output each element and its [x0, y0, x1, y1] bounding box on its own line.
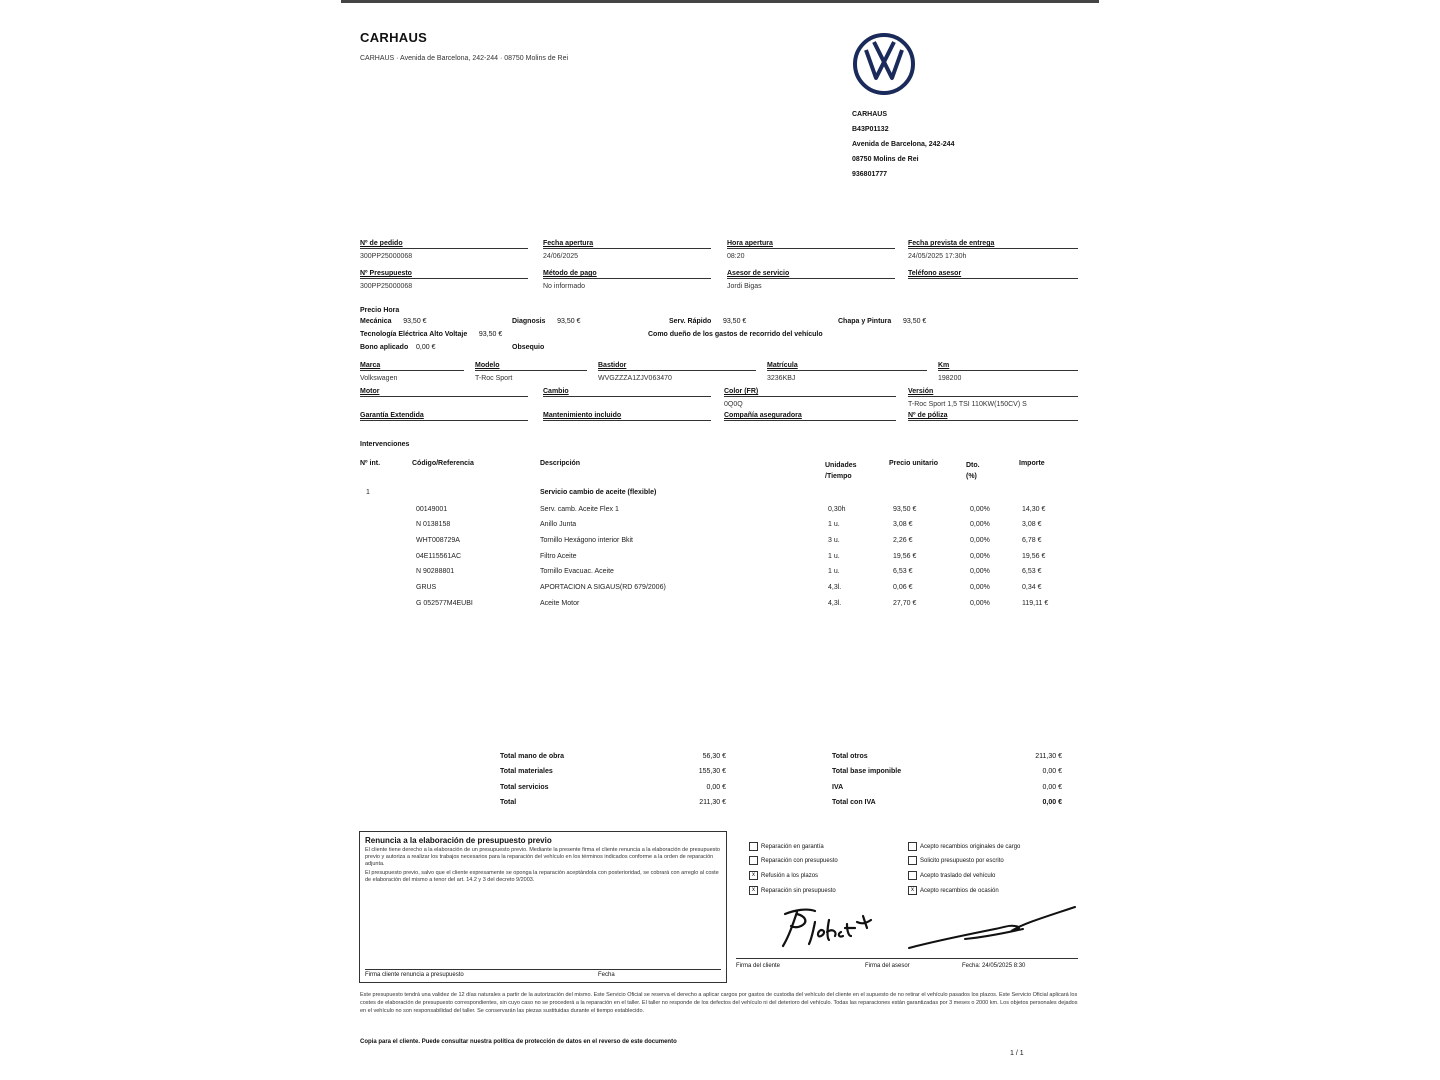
field-rule [543, 248, 711, 249]
checkbox-mark[interactable] [908, 871, 917, 880]
checkbox-label: Reparación en garantía [761, 843, 824, 850]
field-rule [724, 420, 896, 421]
row-ref: G 052577M4EUBI [416, 600, 473, 607]
field-value: WVGZZZA1ZJV063470 [598, 375, 672, 382]
row-amount: 119,11 € [1022, 600, 1049, 607]
checkbox-original-parts[interactable] [908, 842, 1020, 851]
rate-value: 93,50 € [902, 318, 927, 325]
rate-label: Mecánica [360, 318, 392, 325]
policy-number-field [908, 412, 1078, 421]
checkbox-repair-with-budget[interactable] [749, 856, 838, 865]
total-services-label: Total servicios [500, 784, 549, 791]
field-label: Asesor de servicio [727, 270, 790, 277]
field-label: Fecha prevista de entrega [908, 240, 995, 247]
insurer-field [724, 412, 896, 421]
checkbox-label: Solicito presupuesto por escrito [920, 857, 1004, 864]
row-price: 2,26 € [893, 537, 913, 544]
row-amount: 3,08 € [1022, 521, 1042, 528]
row-desc: Anillo Junta [540, 521, 577, 528]
checkbox-label: Acepto traslado del vehículo [920, 872, 996, 879]
checkbox-repair-without-budget[interactable] [749, 886, 836, 895]
row-ref: GRUS [416, 584, 437, 591]
checkbox-written-budget[interactable] [908, 856, 1004, 865]
rate-value: 93,50 € [722, 318, 747, 325]
hour-rates-title: Precio Hora [360, 307, 400, 314]
checkbox-vehicle-transfer[interactable] [908, 871, 995, 880]
row-desc: Filtro Aceite [540, 553, 577, 560]
budget-waiver-box [359, 831, 727, 983]
field-rule [908, 420, 1078, 421]
total-materials-label: Total materiales [500, 768, 553, 775]
field-rule [727, 248, 895, 249]
delivery-date-field [908, 240, 1078, 260]
open-date-field [543, 240, 711, 260]
address-line: CARHAUS [852, 111, 887, 118]
checkbox-label: Reparación sin presupuesto [761, 887, 836, 894]
row-desc: Tornillo Hexágono interior Bkit [540, 537, 633, 544]
address-line: 936801777 [852, 171, 888, 178]
payment-method-field [543, 270, 711, 290]
vehicle-model-field [475, 362, 587, 382]
row-ref: WHT008729A [416, 537, 460, 544]
total-labor-label: Total mano de obra [500, 753, 565, 760]
field-rule [767, 370, 927, 371]
interventions-title: Intervenciones [360, 441, 410, 448]
field-value: 08:20 [727, 253, 745, 260]
col-header-qty: Unidades /Tiempo [825, 462, 857, 480]
rate-label: Chapa y Pintura [838, 318, 892, 325]
row-qty: 1 u. [828, 521, 840, 528]
field-label: Color (FR) [724, 388, 759, 395]
row-price: 19,56 € [893, 553, 917, 560]
field-label: Compañía aseguradora [724, 412, 802, 419]
row-amount: 0,34 € [1022, 584, 1042, 591]
field-rule [908, 396, 1078, 397]
vehicle-plate-field [767, 362, 927, 382]
field-label: Modelo [475, 362, 500, 369]
waiver-date-label: Fecha [598, 972, 615, 978]
row-ref: 04E115561AC [416, 553, 462, 560]
field-value: T-Roc Sport 1,5 TSI 110KW(150CV) S [908, 401, 1027, 408]
vehicle-gearbox-field [543, 388, 711, 401]
col-header-amount: Importe [1019, 460, 1045, 467]
field-value: Volkswagen [360, 375, 398, 382]
budget-number-field [360, 270, 528, 290]
client-copy-note: Copia para el cliente. Puede consultar nuestra política de protección de datos en el reverso de este documento [360, 1039, 677, 1045]
extended-warranty-field [360, 412, 528, 421]
field-rule [543, 278, 711, 279]
checkbox-mark[interactable] [908, 856, 917, 865]
client-signature-icon [775, 902, 890, 952]
checkbox-deadlines[interactable] [749, 871, 818, 880]
waiver-signature-line [365, 969, 721, 978]
row-desc: Aceite Motor [540, 600, 580, 607]
field-label: Motor [360, 388, 380, 395]
vehicle-version-field [908, 388, 1078, 408]
row-amount: 14,30 € [1022, 506, 1046, 513]
address-line: Avenida de Barcelona, 242-244 [852, 141, 955, 148]
vat-value: 0,00 € [1042, 784, 1062, 791]
row-discount: 0,00% [970, 600, 990, 607]
field-rule [908, 278, 1078, 279]
field-rule [475, 370, 587, 371]
company-name: CARHAUS [360, 30, 428, 45]
row-discount: 0,00% [970, 553, 990, 560]
field-value: Jordi Bigas [727, 283, 762, 290]
row-qty: 1 u. [828, 568, 840, 575]
col-header-price: Precio unitario [889, 460, 939, 467]
field-label: Mantenimiento incluido [543, 412, 622, 419]
checkbox-mark[interactable] [749, 856, 758, 865]
total-other-value: 211,30 € [1035, 753, 1062, 760]
field-rule [727, 278, 895, 279]
checkbox-label: Reparación con presupuesto [761, 857, 838, 864]
field-label: Nº de pedido [360, 240, 403, 247]
total-with-vat-value: 0,00 € [1042, 799, 1062, 806]
rate-serv-rapido [669, 318, 746, 325]
dealer-address-block [852, 107, 954, 182]
address-line: 08750 Molins de Rei [852, 156, 919, 163]
advisor-phone-field [908, 270, 1078, 283]
waiver-sign-label: Firma cliente renuncia a presupuesto [365, 972, 464, 978]
col-header-int: Nº int. [360, 460, 381, 467]
signature-date: Fecha: 24/05/2025 8:30 [962, 963, 1026, 969]
total-with-vat-label: Total con IVA [832, 799, 876, 806]
checkbox-mark[interactable]: x [749, 886, 758, 895]
total-label: Total [500, 799, 517, 806]
field-rule [360, 396, 528, 397]
rate-value: 93,50 € [403, 318, 427, 325]
checkbox-warranty-repair[interactable] [749, 842, 824, 851]
service-advisor-field [727, 270, 895, 290]
field-rule [724, 396, 896, 397]
row-price: 0,06 € [893, 584, 913, 591]
vat-label: IVA [832, 784, 844, 791]
row-qty: 4,3l. [828, 584, 842, 591]
field-label: Hora apertura [727, 240, 773, 247]
row-desc: Serv. camb. Aceite Flex 1 [540, 506, 619, 513]
client-signature-label: Firma del cliente [736, 963, 781, 969]
field-rule [360, 370, 464, 371]
rate-bono [360, 344, 435, 351]
rate-label: Diagnosis [512, 318, 546, 325]
row-qty: 4,3l. [828, 600, 842, 607]
rate-chapa-pintura [838, 318, 926, 325]
total-other-label: Total otros [832, 753, 868, 760]
row-desc: Tornillo Evacuac. Aceite [540, 568, 614, 575]
waiver-title: Renuncia a la elaboración de presupuesto previo [365, 836, 552, 845]
field-label: Teléfono asesor [908, 270, 962, 277]
row-qty: 1 u. [828, 553, 840, 560]
rate-label: Tecnología Eléctrica Alto Voltaje [360, 331, 468, 338]
rate-value: 93,50 € [478, 331, 503, 338]
field-label: Fecha apertura [543, 240, 594, 247]
row-qty: 3 u. [828, 537, 840, 544]
checkbox-used-parts[interactable] [908, 886, 999, 895]
field-rule [938, 370, 1078, 371]
signature-rule [736, 958, 1078, 959]
row-price: 6,53 € [893, 568, 913, 575]
top-border [341, 0, 1099, 3]
field-label: Matrícula [767, 362, 798, 369]
row-ref: N 0138158 [416, 521, 451, 528]
field-rule [360, 278, 528, 279]
total-value: 211,30 € [699, 799, 726, 806]
row-price: 3,08 € [893, 521, 913, 528]
field-label: Versión [908, 388, 934, 395]
address-line: B43P01132 [852, 126, 889, 133]
advisor-signature-icon [905, 903, 1080, 953]
advisor-signature-label: Firma del asesor [865, 963, 910, 969]
rate-diagnosis [512, 318, 580, 325]
rate-alto-voltaje [360, 331, 502, 338]
field-label: Bastidor [598, 362, 627, 369]
waiver-text: El presupuesto previo, salvo que el cliente expresamente se oponga la reparación aceptándola con posterioridad, se cobrará con arreglo al coste de elaboración del mismo a tenor del art. 14.2 y 3 del decreto 9/2003. [365, 870, 719, 883]
hour-rates-note: Como dueño de los gastos de recorrido del vehículo [648, 331, 823, 338]
row-ref: N 90288801 [416, 568, 455, 575]
total-materials-value: 155,30 € [698, 768, 726, 775]
rate-mecanica [360, 318, 427, 325]
row-ref: 00149001 [416, 506, 448, 513]
checkbox-mark[interactable] [908, 842, 917, 851]
rate-label: Bono aplicado [360, 344, 409, 351]
row-qty: 0,30h [828, 506, 846, 513]
row-discount: 0,00% [970, 521, 990, 528]
checkbox-label: Refusión a los plazos [761, 872, 819, 879]
col-header-desc: Descripción [540, 460, 581, 467]
rate-value: 0,00 € [416, 344, 436, 351]
field-rule [543, 420, 711, 421]
field-value: T-Roc Sport [475, 375, 513, 382]
field-value: 3236KBJ [767, 375, 796, 382]
field-value: 0Q0Q [724, 401, 743, 408]
field-label: Garantía Extendida [360, 412, 424, 419]
field-label: Nº de póliza [908, 412, 948, 419]
checkbox-mark[interactable]: x [749, 871, 758, 880]
checkbox-mark[interactable] [749, 842, 758, 851]
field-rule [360, 420, 528, 421]
field-value: No informado [543, 283, 586, 290]
field-label: Cambio [543, 388, 569, 395]
field-rule [598, 370, 756, 371]
checkbox-label: Acepto recambios de ocasión [920, 887, 999, 894]
vehicle-color-field [724, 388, 896, 408]
vehicle-engine-field [360, 388, 528, 401]
row-discount: 0,00% [970, 537, 990, 544]
rate-label: Serv. Rápido [669, 318, 712, 325]
order-number-field [360, 240, 528, 260]
field-value: 24/06/2025 [543, 253, 579, 260]
legal-text: Este presupuesto tendrá una validez de 12 días naturales a partir de la autorización del mismo. Este Servicio Oficial se reserva el derecho a aplicar cargos por gastos de custodia del vehículo del cliente en el supuesto de no retirar el vehículo pasados los plazos. Este Servicio Oficial aplicará los costes de elaboración de presupuesto correspondientes, sin cuyo caso no se procederá a la reparación en el taller. El taller no responde de los defectos del vehículo ni del deterioro del vehículo. Todas las reparaciones están garantizadas por 3 meses o 2000 km. Los objetos personales dejados en el vehículo no son responsabilidad del taller. Se conservarán las piezas sustituidas durante el tiempo establecido. [360, 992, 1078, 1014]
row-discount: 0,00% [970, 506, 990, 513]
company-address-line: CARHAUS · Avenida de Barcelona, 242-244 · 08750 Molins de Rei [360, 55, 569, 62]
field-value: 24/05/2025 17:30h [908, 253, 967, 260]
open-time-field [727, 240, 895, 260]
field-label: Km [938, 362, 950, 369]
field-value: 198200 [938, 375, 962, 382]
row-discount: 0,00% [970, 568, 990, 575]
obsequio-label: Obsequio [512, 344, 545, 351]
checkbox-label: Acepto recambios originales de cargo [920, 843, 1021, 850]
intervention-number: 1 [366, 489, 370, 496]
total-labor-value: 56,30 € [702, 753, 726, 760]
waiver-text: El cliente tiene derecho a la elaboración de un presupuesto previo. Mediante la presente firma el cliente renuncia a la elaboración de presupuesto previo y autoriza a realizar los trabajos necesarios para la reparación del vehículo en los términos indicados conforme a la orden de reparación adjunta. [365, 847, 720, 867]
vehicle-brand-field [360, 362, 464, 382]
row-amount: 6,78 € [1022, 537, 1042, 544]
field-rule [908, 248, 1078, 249]
col-header-discount: Dto. (%) [966, 462, 980, 480]
row-amount: 6,53 € [1022, 568, 1042, 575]
maintenance-included-field [543, 412, 711, 421]
field-label: Nº Presupuesto [360, 270, 412, 277]
row-discount: 0,00% [970, 584, 990, 591]
vw-logo-icon [852, 32, 916, 96]
col-header-ref: Código/Referencia [412, 460, 474, 467]
rate-value: 93,50 € [557, 318, 581, 325]
field-rule [360, 248, 528, 249]
row-price: 27,70 € [893, 600, 917, 607]
field-label: Método de pago [543, 270, 597, 277]
vehicle-km-field [938, 362, 1078, 382]
field-value: 300PP25000068 [360, 253, 413, 260]
field-rule [543, 396, 711, 397]
tax-base-label: Total base imponible [832, 768, 902, 775]
intervention-group-title: Servicio cambio de aceite (flexible) [540, 489, 657, 496]
tax-base-value: 0,00 € [1042, 768, 1062, 775]
checkbox-mark[interactable]: x [908, 886, 917, 895]
page-number: 1 / 1 [1010, 1050, 1024, 1057]
row-amount: 19,56 € [1022, 553, 1046, 560]
field-value: 300PP25000068 [360, 283, 413, 290]
total-services-value: 0,00 € [706, 784, 726, 791]
row-price: 93,50 € [893, 506, 917, 513]
vehicle-vin-field [598, 362, 756, 382]
field-label: Marca [360, 362, 381, 369]
row-desc: APORTACION A SIGAUS(RD 679/2006) [540, 584, 666, 591]
